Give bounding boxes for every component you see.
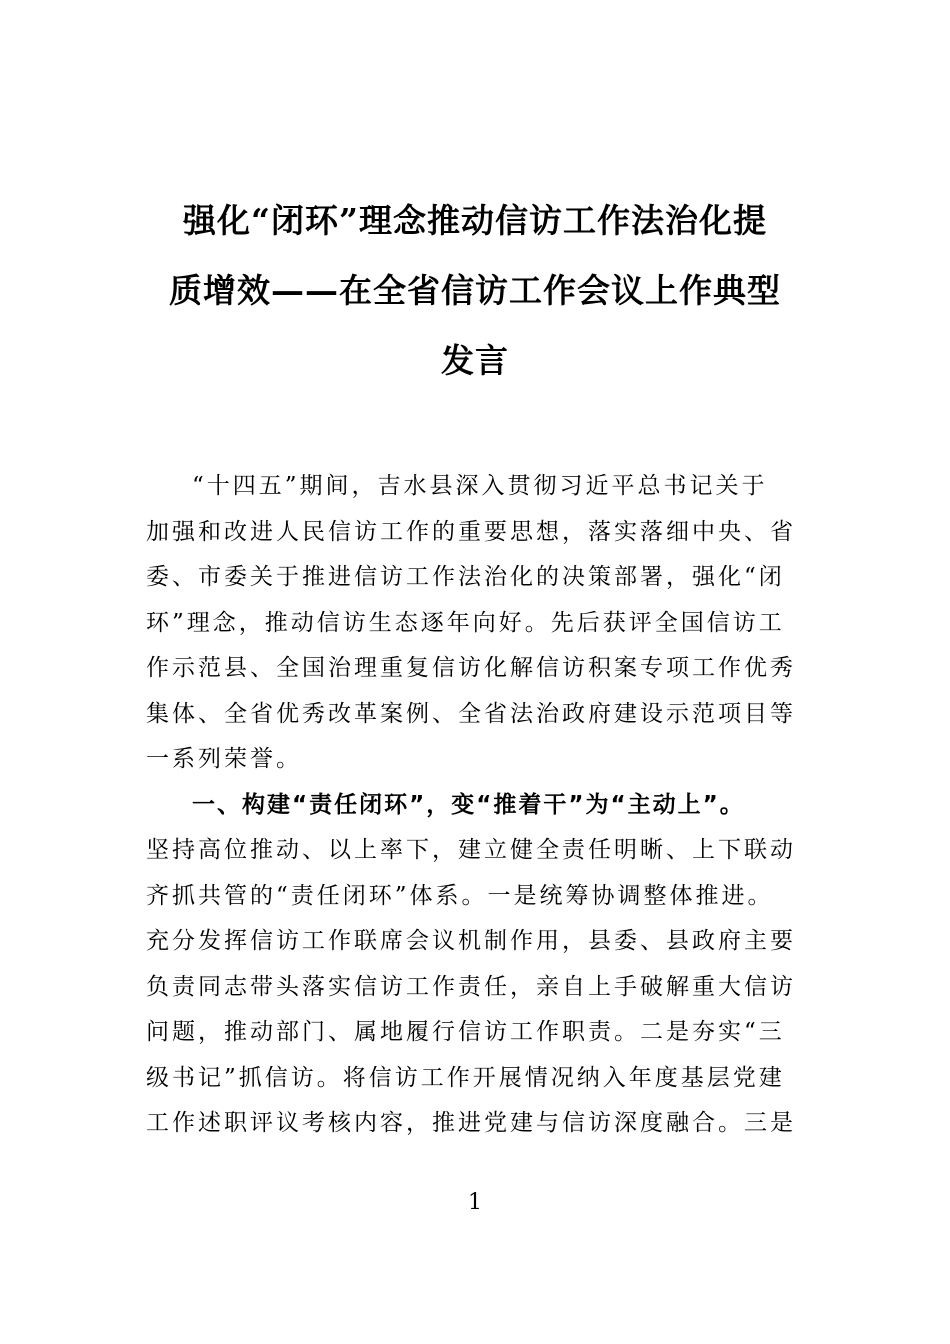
body-line: 问题，推动部门、属地履行信访工作职责。二是夯实“三 xyxy=(146,1019,785,1045)
body-line: 坚持高位推动、以上率下，建立健全责任明晰、上下联动 xyxy=(146,837,796,863)
document-title xyxy=(140,186,810,396)
body-line: 集体、全省优秀改革案例、全省法治政府建设示范项目等 xyxy=(146,700,796,727)
body-line: 作示范县、全国治理重复信访化解信访积案专项工作优秀 xyxy=(146,655,796,681)
title-line: 发言 xyxy=(441,341,509,380)
body-line: 环”理念，推动信访生态逐年向好。先后获评全国信访工 xyxy=(146,609,785,636)
body-line: 委、市委关于推进信访工作法治化的决策部署，强化“闭 xyxy=(146,564,785,590)
title-line: 质增效——在全省信访工作会议上作典型 xyxy=(169,271,781,310)
body-line: 齐抓共管的“责任闭环”体系。一是统筹协调整体推进。 xyxy=(146,882,774,909)
section-heading: 一、构建“责任闭环”，变“推着干”为“主动上”。 xyxy=(192,791,745,818)
document-body xyxy=(146,464,806,1147)
page-number: 1 xyxy=(468,1190,482,1215)
body-line: 工作述职评议考核内容，推进党建与信访深度融合。三是 xyxy=(146,1110,796,1136)
body-line: 充分发挥信访工作联席会议机制作用，县委、县政府主要 xyxy=(146,928,796,954)
body-line: “十四五”期间，吉水县深入贯彻习近平总书记关于 xyxy=(192,473,768,499)
body-line: 级书记”抓信访。将信访工作开展情况纳入年度基层党建 xyxy=(146,1064,785,1091)
title-line: 强化“闭环”理念推动信访工作法治化提 xyxy=(183,201,767,240)
body-line: 加强和改进人民信访工作的重要思想，落实落细中央、省 xyxy=(146,518,796,545)
body-line: 负责同志带头落实信访工作责任，亲自上手破解重大信访 xyxy=(146,973,796,1000)
body-line: 一系列荣誉。 xyxy=(146,746,302,772)
